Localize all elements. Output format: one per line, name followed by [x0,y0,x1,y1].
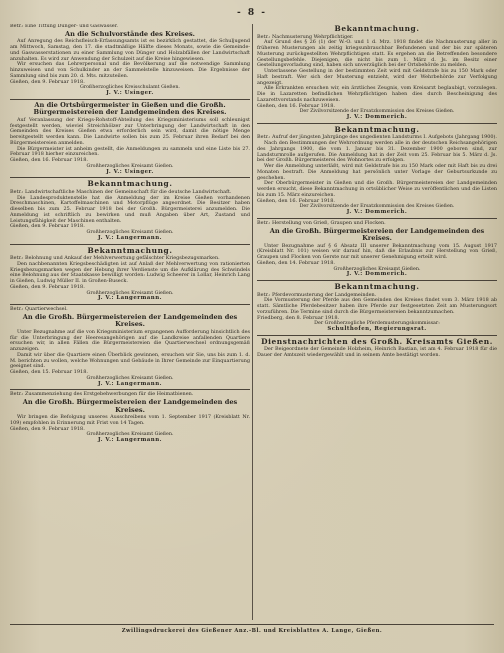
notice-signature: J. V.: Usinger. [106,90,154,96]
notice-body: Wer die Anmeldung unterläßt, wird mit Geldstrafe bis zu 150 Mark oder mit Haft bis zu drei Monaten bestraft. Die Anmeldung hat persönlich unter Vorlage der Geburtsurkunde zu geschehen. [257,163,497,181]
divider-line [10,244,250,245]
notice-date: Gießen, den 15. Februar 1918. [10,369,89,375]
notice-office: Großherzogliches Kreisamt Gießen. [86,375,174,381]
notice-body: Den nachbenannten Kriegsbeschädigten ist auf Anlaß der Mehlverwertung von rationierten Kriegsbezugsmarken wegen der Hebung ihrer Verdienste um die Aufklärung des Schwindels eine Belohnung aus der Staatskasse bewilligt worden: Ludwig Scheerer in Lollar, Heinrich Lang in Gießen, Ludwig Müller II. in Großen-Buseck. [10,260,250,284]
notice-office: Der Zivilvorsitzende der Ersatzkommission des Kreises Gießen. [299,109,455,115]
notice-heading: Dienstnachrichten des Großh. Kreisamts Gießen. [261,336,493,346]
notice-office: Der Zivilvorsitzende der Ersatzkommission des Kreises Gießen. [299,204,455,210]
notice-signature: J. V.: Usinger. [106,168,154,175]
notice-signature: J. V.: Langermann. [97,380,163,387]
notice-office: Großherzogliches Kreisamt Gießen. [86,230,174,235]
divider-line [10,304,250,305]
notice-date: Gießen, den 16. Februar 1918. [257,197,336,204]
notice-subject: Betr.: Belohnung und Ankauf der Mehlverwertung gefälschter Kriegsbezugsmarken. [10,255,220,261]
notice-subject: Betr.: Nachmusterung Wehrpflichtiger. [257,33,354,40]
notice-body: Auf Veranlassung der Kriegs-Rohstoff-Abteilung des Kriegsministeriums soll schleunigst festgestellt werden, wieviel Streichhölzer zur Unterbringung der Landwirtschaft in den Gemeinden des Kreises Gießen etwa erforderlich sein wird, damit die nötige Menge bereitgestellt werden kann. Die Landwirte sollen bis zum 25. Februar ihren Bedarf bei den Bürgermeistereien anmelden. [10,116,250,146]
notice-date: Gießen, den 16. Februar 1918. [10,157,89,163]
notice-heading: Bekanntmachung. [87,245,173,255]
divider-line [10,389,250,390]
divider-line [10,177,250,178]
notice-heading: Bekanntmachung. [87,179,173,189]
notice-signature: J. V.: Dommerich. [346,114,408,120]
notice-subject: Betr.: Quartierwechsel. [10,306,68,312]
notice-subject: Betr.: Zusammenziehung des Erstgebehwerbungen für die Heimatbienen. [10,391,194,398]
notice-body: Auf Anregung des Reichsfleisch-Erfassungsamts ist es bezirklich gestattet, die Schuljugend am Mittwoch, Samstag, den 17. die stadtmäßige Hälfte dieses Monats, sowie die Gemeinde- und Gaswasserstationen zu einer Sammlung von Dünger und Holzabfällen der Landwirtschaft anzuhalten. Es wird zur Anwendung der Schulzeit auf die Kreise hingewiesen. [10,38,250,62]
notice-office: Großherzogliches Kreisamt Gießen. [86,290,174,296]
notice-date: Gießen, den 9. Februar 1918. [10,283,85,290]
notice-date: Gießen, den 14. Februar 1918. [257,259,336,266]
notice-title: An die Schulvorstände des Kreises. [65,29,195,38]
notice-date: Gießen, den 9. Februar 1918. [10,425,85,432]
notice-signature: J. V.: Langermann. [97,295,163,302]
notice-body: Nach den Bestimmungen der Wehrordnung werden alle in der deutschen Reichsangehörigen des Jahrgangs 1900, die vom 1. Januar bis 31. Dezember 1900 geboren sind, zur Landsturmrolle aufgerufen. Die Anmeldung hat in der Zeit vom 25. Februar bis 5. März d. Js. bei der Großh. Bürgermeisterei des Wohnortes zu erfolgen. [257,140,497,164]
page-number: - 8 - [237,8,267,18]
notice-date: Friedberg, den 8. Februar 1918. [257,314,340,321]
notice-date: Gießen, den 9. Februar 1918. [10,223,85,230]
column-divider [252,24,253,620]
notice-subject: Betr.: Landwirtschaftliche Maschinen der Gemeinschaft für die deutsche Landwirtschaft. [10,188,232,195]
divider-line [257,123,497,124]
notice-body: Der Beigeordnete der Gemeinde Holzheim, Heinrich Bastian, ist am 4. Februar 1918 für die Dauer der Amtszeit wiedergewählt und in seinem Amte bestätigt worden. [257,346,497,358]
notice-signature: J. V.: Dommerich. [346,209,408,215]
notice-subject: Betr.: Herstellung von Grieß, Graupen und Flocken. [257,219,386,226]
notice-body: Unter Bezugnahme auf die von Kriegsministerium ergangenen Aufforderung hinsichtlich des für die Unterbringung der Heeresangehörigen auf die Landkreise anfallenden Quartiere ersuchen wir, in allen Fällen die Bürgermeistereien die Quartierwechsel ordnungsgemäß anzuzeigen. [10,328,250,352]
notice-title: An die Ortsbürgermeister in Gießen und die Großh. Bürgermeistereien der Landgemeinden des Kreises. [33,100,227,117]
notice-office: Großherzogliches Kreisamt Gießen. [86,432,174,438]
notice-signature: J. V.: Langermann. [97,234,163,241]
notice-body: Alle Erkrankten ersuchen wir, ein ärztliches Zeugnis, vom Kreisarzt beglaubigt, vorzulegen. Die in Lazaretten befindlichen Wehrpflichtigen haben dies durch Bescheinigung des Lazarettvorstands nachzuweisen. [257,85,497,103]
notice-body: Unterlassene Gestellung in der bestimmten Zeit wird mit Geldstrafe bis zu 150 Mark oder Haft bestraft. Wer sich der Musterung entzieht, wird der Wehrbehörde zur Verfolgung angezeigt. [257,68,497,86]
divider-line [10,99,250,100]
notice-subject: Betr.: Aufruf der jüngsten Jahrgänge des ungedienten Landsturms I. Aufgebots (Jahrgang 1900). [257,134,497,141]
notice-signature: J. V.: Langermann. [97,437,163,443]
notice-office: Großherzogliches Kreisamt Gießen. [333,266,421,272]
notice-title: An die Großh. Bürgermeistereien der Landgemeinden des Kreises. [22,312,238,329]
notice-title: An die Großh. Bürgermeistereien der Landgemeinden des Kreises. [269,226,485,242]
notice-signature: J. V.: Dommerich. [346,271,408,278]
notice-heading: Bekanntmachung. [334,282,420,291]
notice-body: Wir bringen die Befolgung unseres Ausschreibens vom 1. September 1917 (Kreisblatt Nr. 109) empfohlen in Erinnerung mit Frist von 14 Tagen. [10,414,250,426]
notice-date: Gießen, den 16. Februar 1918. [257,102,336,109]
notice-heading: Bekanntmachung. [334,24,420,33]
divider-line [257,218,497,219]
notice-body: Die Vormusterung der Pferde aus den Gemeinden des Kreises findet vom 3. März 1918 ab statt. Sämtliche Pferdebesitzer haben ihre Pferde zur festgesetzten Zeit am Musterungsort vorzuführen. Die Termine sind durch die Bürgermeistereien bekanntzumachen. [257,297,497,315]
notice-date: Gießen, den 9. Februar 1918. [10,78,85,85]
divider-line [257,335,497,336]
right-column [257,24,497,618]
notice-body: Die Landesproduktenstelle hat die Anmeldung der im Kreise Gießen vorhandenen Dreschmaschinen, Kartoffelmaschinen und Motorpflüge angeordnet. Die Besitzer haben dieselben bis zum 25. Februar 1918 bei der Großh. Bürgermeisterei anzumelden. Die Anmeldung ist schriftlich zu bewirken und muß Angaben über Art, Zustand und Leistungsfähigkeit der Maschinen enthalten. [10,194,250,224]
notice-body: Damit wir über die Quartiere einen Überblick gewinnen, ersuchen wir Sie, uns bis zum 1. d. M. berichten zu wollen, welche Wohnungen und Gebäude in Ihrer Gemeinde zur Einquartierung geeignet sind. [10,351,250,370]
left-column [10,24,250,618]
notice-subject: Betr.: Eine Tittung Dünger- und Gaswasser. [10,24,118,29]
notice-body: Wir ersuchen das Lehrerpersonal und die Bevölkerung auf die notwendige Sammlung hinzuweisen und von Schulkinder an der Sammelstelle hinzuweisen. Die Ergebnisse der Sammlung sind bis zum 20. d. Mts. mitzuteilen. [10,61,250,79]
notice-office: Der Großherzogliche Pferdemusterungskommissar: [314,321,440,327]
notice-subject: Betr.: Pferdevormusterung der Landgemeinden. [257,291,377,298]
notice-signature: Schulthofen, Regierungsrat. [327,326,427,332]
notice-body: Auf Grund des § 26 (1) der W.-O. und 1 d. Mrz. 1918 findet die Nachmusterung aller in früheren Musterungen als zeitig kriegsunbrauchbar Befundenen und der bis zur späteren Musterung zurückgestellten Wehrpflichtigen statt. Es ergehen an die Betreffenden besondere Gestellungsbefehle. Diejenigen, die nicht bis zum 1. März d. Js. im Besitz einer Gestellungsvorladung sind, haben sich unverzüglich bei der Ortsbehörde zu melden. [257,39,497,69]
notice-body: Unter Bezugnahme auf § 6 Absatz III unserer Bekanntmachung vom 15. August 1917 (Kreisblatt Nr. 101) weisen wir darauf hin, daß die Erlaubnis zur Herstellung von Grieß, Graupen und Flocken von Gerste nur mit unserer Genehmigung erteilt wird. [257,242,497,260]
notice-body: Der Oberbürgermeister in Gießen und die Großh. Bürgermeistereien der Landgemeinden werden ersucht, diese Bekanntmachung in ortsüblicher Weise zu veröffentlichen und die Listen bis zum 15. März einzureichen. [257,180,497,198]
divider-line [257,280,497,281]
notice-title: An die Großh. Bürgermeistereien der Landgemeinden des Kreises. [22,398,238,414]
notice-office: Großherzogliches Kreisschulamt Gießen. [80,85,180,91]
notice-office: Großherzogliches Kreisamt Gießen. [86,163,174,169]
notice-heading: Bekanntmachung. [334,124,420,134]
notice-body: Die Bürgermeister ist anheim gestellt, die Anmeldungen zu sammeln und eine Liste bis 27. Februar 1918 hierher einzureichen. [10,145,250,158]
printer-imprint: Zwillingsdruckerei des Gießener Anz.-Bl. und Kreisblattes A. Lange, Gießen. [10,624,494,634]
